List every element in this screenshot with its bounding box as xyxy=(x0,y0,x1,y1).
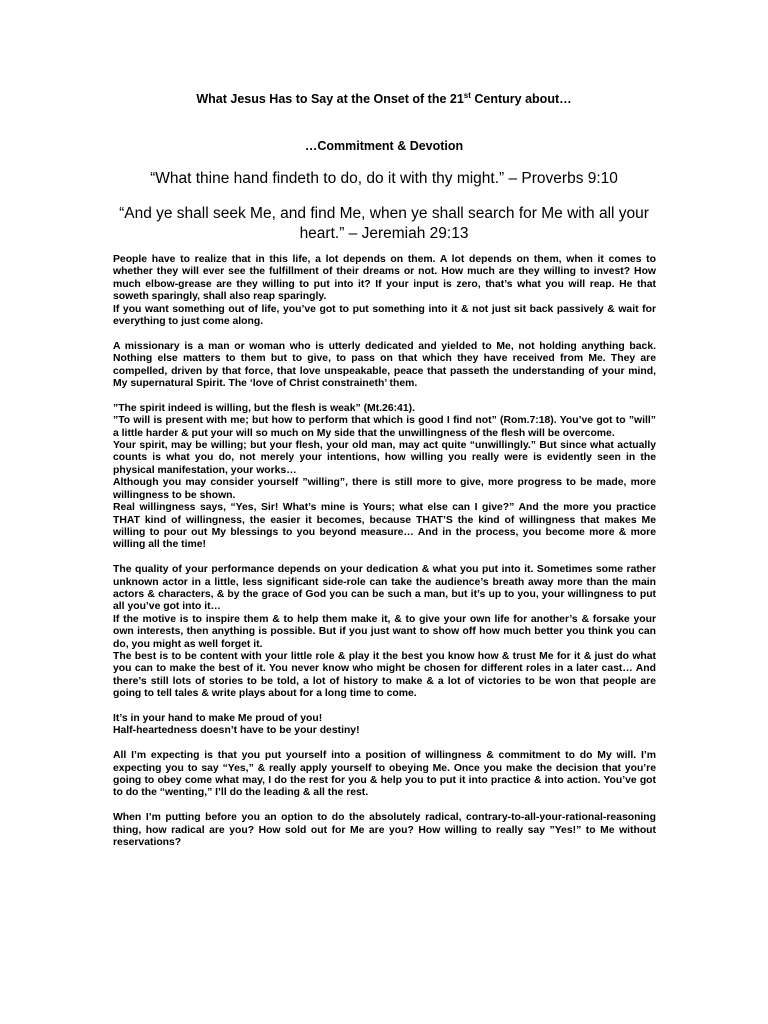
body-paragraph xyxy=(113,403,656,552)
body-paragraph xyxy=(113,254,656,328)
body-paragraph xyxy=(113,812,656,849)
scripture-quote: “What thine hand findeth to do, do it with thy might.” – Proverbs 9:10 xyxy=(150,170,618,187)
document-subtitle: …Commitment & Devotion xyxy=(304,139,464,153)
body-line: Real willingness says, “Yes, Sir! What’s mine is Yours; what else can I give?” And the more you practice THAT kind of willingness, the easier it becomes, because THAT’S the kind of willingness that makes Me willing to pour out My blessings to you beyond measure… And in the process, you become more & more willing all the time! xyxy=(113,502,656,551)
body-line: The quality of your performance depends on your dedication & what you put into it. Sometimes some rather unknown actor in a little, less significant side-role can take the audience’s breath away more than the main actors & characters, & by the grace of God you can be such a man, but it’s up to you, your willingness to put all you’ve got into it… xyxy=(113,564,656,613)
body-paragraph xyxy=(113,750,656,800)
body-paragraph xyxy=(113,713,656,738)
body-line: Although you may consider yourself ”willing”, there is still more to give, more progress to be made, more willingness to be shown. xyxy=(113,477,656,501)
body-line: People have to realize that in this life, a lot depends on them. A lot depends on them, when it comes to whether they will ever see the fulfillment of their dreams or not. How much are they willing to invest? How much elbow-grease are they willing to put into it? If your input is zero, that’s what you will reap. He that soweth sparingly, shall also reap sparingly. xyxy=(113,254,656,303)
body-line: A missionary is a man or woman who is utterly dedicated and yielded to Me, not holding anything back. Nothing else matters to them but to give, to pass on that which they have received from Me. They are compelled, driven by that force, that love unspeakable, peace that passeth the understanding of your mind, My supernatural Spirit. The ‘love of Christ constraineth’ them. xyxy=(113,340,656,390)
body-line: ”To will is present with me; but how to perform that which is good I find not” (Rom.7:18). You’ve got to ”will” a little harder & put your will so much on My side that the unwillingness of the flesh will be overcome. xyxy=(113,415,656,439)
body-line: Your spirit, may be willing; but your flesh, your old man, may act quite “unwillingly.” But since what actually counts is what you do, not merely your intentions, how willing you really were is evidently seen in the physical manifestation, your works… xyxy=(113,440,656,476)
body-line: All I’m expecting is that you put yourself into a position of willingness & commitment to do My will. I’m expecting you to say “Yes,” & really apply yourself to obeying Me. Once you make the decision that you’re going to obey come what may, I do the rest for you & help you to put it into practice & into action. You’ve got to do the “wenting,” I’ll do the leading & all the rest. xyxy=(113,750,656,799)
document-title xyxy=(0,91,768,107)
body-line: ”The spirit indeed is willing, but the flesh is weak” (Mt.26:41). xyxy=(113,402,415,414)
body-paragraph xyxy=(113,341,656,391)
body-line: The best is to be content with your little role & play it the best you know how & trust Me for it & just do what you can to make the best of it. You never know who might be chosen for different roles in a later cast… And there’s still lots of stories to be told, a lot of history to make & a lot of victories to be won that people are going to tell tales & write plays about for a long time to come. xyxy=(113,650,656,700)
title-tail: Century about… xyxy=(470,92,572,106)
body-line: Half-heartedness doesn’t have to be your destiny! xyxy=(113,725,360,737)
body-line: When I’m putting before you an option to do the absolutely radical, contrary-to-all-your-rational-reasoning thing, how radical are you? How sold out for Me are you? How willing to really say ”Yes!” to Me without reservations? xyxy=(113,812,656,848)
body-line: If the motive is to inspire them & to help them make it, & to give your own life for another’s & forsake your own interests, then anything is possible. But if you just want to show off how much better you think you can do, you might as well forget it. xyxy=(113,613,656,650)
title-superscript: st xyxy=(463,91,471,100)
body-paragraph xyxy=(113,564,656,700)
body-line: If you want something out of life, you’ve got to put something into it & not just sit back passively & wait for everything to just come along. xyxy=(113,303,656,328)
title-main: What Jesus Has to Say at the Onset of the 21 xyxy=(196,92,464,106)
document-body xyxy=(113,254,656,849)
body-line: It’s in your hand to make Me proud of you! xyxy=(113,712,323,724)
scripture-quote: “And ye shall seek Me, and find Me, when ye shall search for Me with all your heart.” – Jeremiah 29:13 xyxy=(119,205,649,242)
